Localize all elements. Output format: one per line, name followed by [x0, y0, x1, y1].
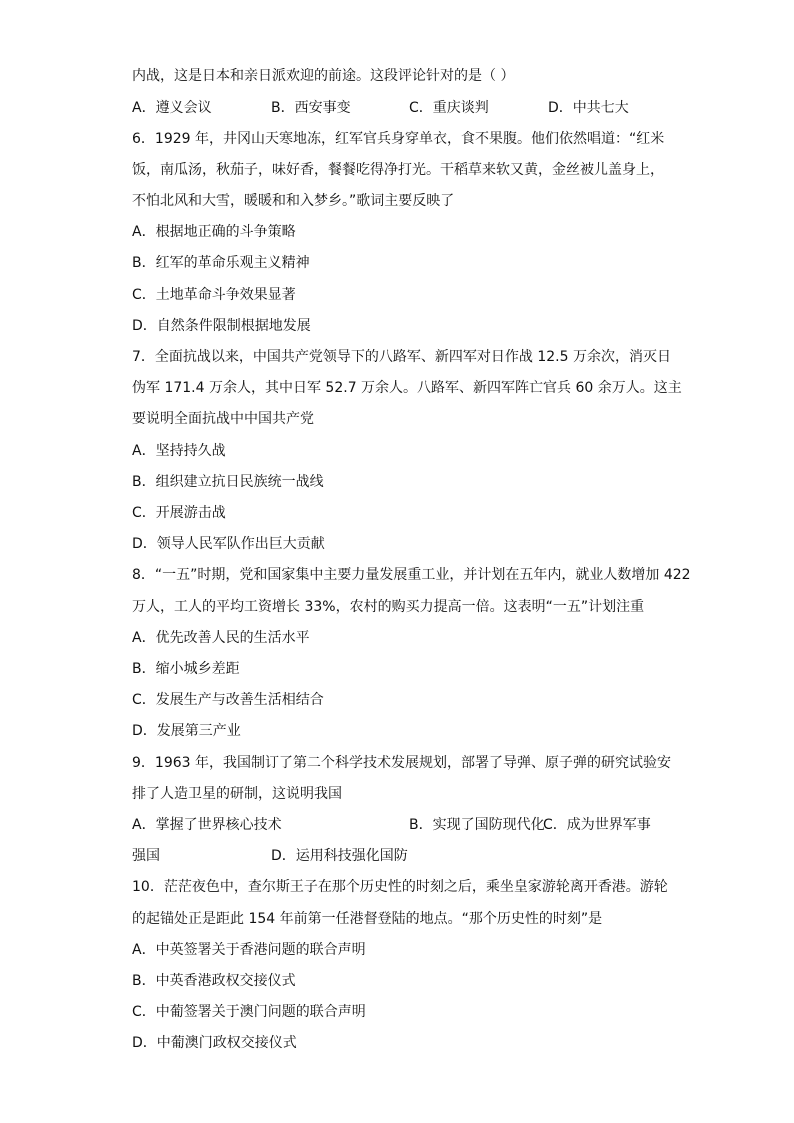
q8-option-b: B．缩小城乡差距	[132, 661, 240, 677]
q10-option-b: B．中英香港政权交接仪式	[132, 973, 296, 989]
q6-stem-line-2: 饭，南瓜汤，秋茄子，味好香，餐餐吃得净打光。干稻草来软又黄，金丝被儿盖身上，	[132, 162, 664, 178]
q10-stem-line-1: 10．茫茫夜色中，查尔斯王子在那个历史性的时刻之后，乘坐皇家游轮离开香港。游轮	[132, 879, 668, 895]
q7-option-b: B．组织建立抗日民族统一战线	[132, 474, 324, 490]
q5-option-a: A．遵义会议	[132, 100, 212, 116]
q9-option-a: A．掌握了世界核心技术	[132, 817, 282, 833]
q6-option-b: B．红军的革命乐观主义精神	[132, 255, 310, 271]
q8-option-c: C．发展生产与改善生活相结合	[132, 692, 324, 708]
q7-stem-line-2: 伪军 171.4 万余人，其中日军 52.7 万余人。八路军、新四军阵亡官兵 60 余万人。这主	[132, 380, 682, 396]
q10-option-d: D．中葡澳门政权交接仪式	[132, 1035, 297, 1051]
q8-option-d: D．发展第三产业	[132, 723, 241, 739]
q5-option-d: D．中共七大	[548, 100, 629, 116]
q5-options-row	[132, 98, 692, 118]
q6-option-a: A．根据地正确的斗争策略	[132, 224, 296, 240]
q9-options-row-2	[132, 846, 692, 866]
q7-option-c: C．开展游击战	[132, 505, 226, 521]
q7-option-d: D．领导人民军队作出巨大贡献	[132, 536, 325, 552]
q7-stem-line-3: 要说明全面抗战中中国共产党	[132, 411, 314, 427]
q9-stem-line-2: 排了人造卫星的研制，这说明我国	[132, 786, 342, 802]
q6-stem-line-3: 不怕北风和大雪，暖暖和和入梦乡。”歌词主要反映了	[132, 193, 455, 209]
q10-option-a: A．中英签署关于香港问题的联合声明	[132, 942, 366, 958]
q9-option-c: C．成为世界军事	[543, 817, 651, 833]
q6-option-d: D．自然条件限制根据地发展	[132, 318, 311, 334]
q9-stem-line-1: 9．1963 年，我国制订了第二个科学技术发展规划，部署了导弹、原子弹的研究试验安	[132, 755, 671, 771]
q8-option-a: A．优先改善人民的生活水平	[132, 630, 310, 646]
q9-option-c-continued: 强国	[132, 848, 160, 864]
q7-option-a: A．坚持持久战	[132, 443, 226, 459]
q9-option-d: D．运用科技强化国防	[271, 848, 408, 864]
q9-option-b: B．实现了国防现代化	[409, 817, 545, 833]
q8-stem-line-2: 万人，工人的平均工资增长 33%，农村的购买力提高一倍。这表明“一五”计划注重	[132, 599, 645, 615]
q9-options-row-1	[132, 815, 692, 835]
q10-option-c: C．中葡签署关于澳门问题的联合声明	[132, 1004, 366, 1020]
q5-stem-tail: 内战，这是日本和亲日派欢迎的前途。这段评论针对的是（ ）	[132, 68, 515, 84]
q5-option-b: B．西安事变	[271, 100, 351, 116]
q7-stem-line-1: 7．全面抗战以来，中国共产党领导下的八路军、新四军对日作战 12.5 万余次，消灭日	[132, 349, 671, 365]
q5-option-c: C．重庆谈判	[409, 100, 489, 116]
q6-stem-line-1: 6．1929 年，井冈山天寒地冻，红军官兵身穿单衣，食不果腹。他们依然唱道：“红米	[132, 131, 665, 147]
q6-option-c: C．土地革命斗争效果显著	[132, 287, 296, 303]
q10-stem-line-2: 的起锚处正是距此 154 年前第一任港督登陆的地点。“那个历史性的时刻”是	[132, 911, 603, 927]
q8-stem-line-1: 8．“一五”时期，党和国家集中主要力量发展重工业，并计划在五年内，就业人数增加 422	[132, 567, 691, 583]
